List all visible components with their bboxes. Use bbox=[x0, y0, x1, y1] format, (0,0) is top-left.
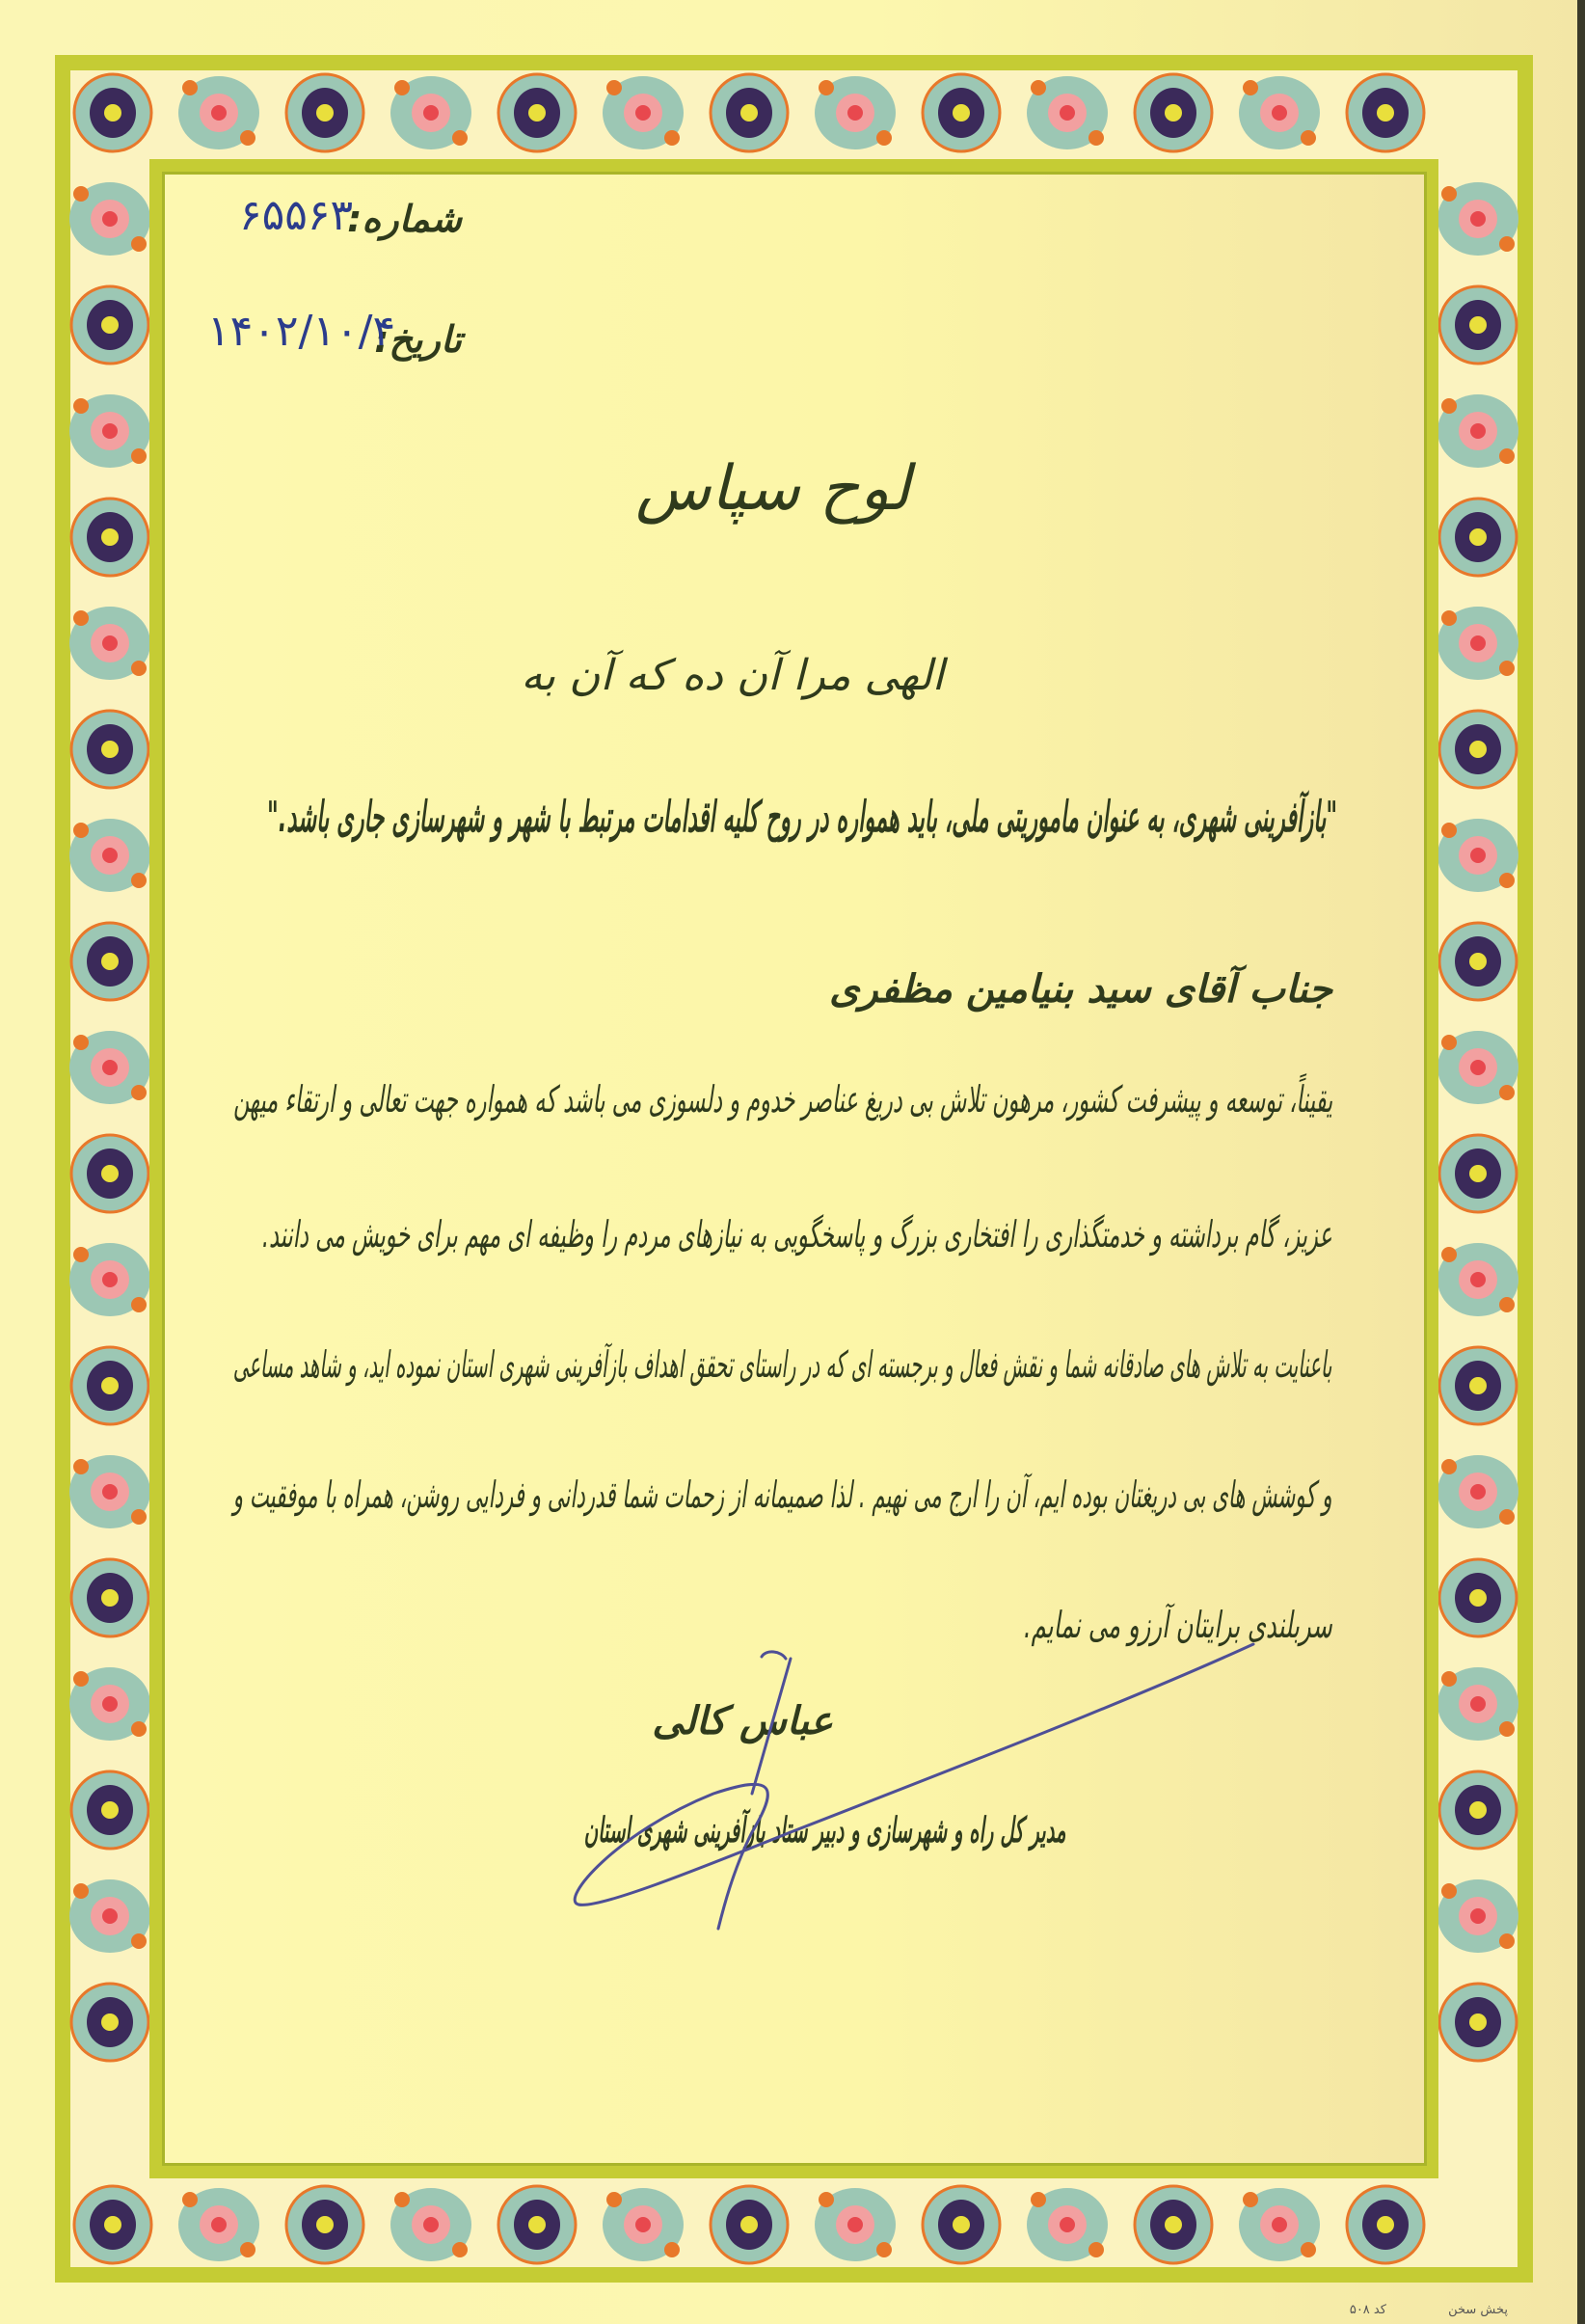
footer bbox=[1292, 2303, 1508, 2317]
medallion-purple bbox=[71, 1559, 148, 1636]
medallion-flower bbox=[1027, 76, 1108, 149]
medallion-flower bbox=[178, 76, 259, 149]
medallion-purple bbox=[71, 923, 148, 1000]
medallion-purple bbox=[1347, 2186, 1424, 2263]
medallion-flower bbox=[390, 2188, 471, 2261]
medallion-purple bbox=[498, 2186, 576, 2263]
medallion-purple bbox=[1439, 499, 1517, 576]
medallion-purple bbox=[1439, 286, 1517, 364]
date-label: تاریخ: bbox=[374, 318, 462, 361]
recipient-name: جناب آقای سید بنیامین مظفری bbox=[829, 967, 1332, 1012]
medallion-flower bbox=[69, 1879, 150, 1953]
invocation: الهی مرا آن ده که آن به bbox=[521, 651, 944, 700]
body-line: و کوشش های بی دریغتان بوده ایم، آن را ارج می نهیم . لذا صمیمانه از زحمات شما قدردانی و فردایی روشن، همراه با موفقیت و bbox=[233, 1473, 1332, 1516]
medallion-purple bbox=[71, 711, 148, 788]
medallion-purple bbox=[71, 1771, 148, 1849]
medallion-flower bbox=[1437, 1243, 1518, 1316]
number-value: ۶۵۵۶۳ bbox=[239, 191, 354, 240]
signature bbox=[559, 1639, 1292, 1948]
body-line: عزیز، گام برداشته و خدمتگذاری را افتخاری بزرگ و پاسخگویی به نیازهای مردم را وظیفه ای مهم برای خویش می دانند. bbox=[262, 1213, 1332, 1256]
medallion-flower bbox=[1437, 1455, 1518, 1528]
medallion-purple bbox=[1135, 2186, 1212, 2263]
medallion-flower bbox=[1027, 2188, 1108, 2261]
medallion-flower bbox=[815, 2188, 896, 2261]
medallion-purple bbox=[1439, 1984, 1517, 2061]
date-value: ۱۴۰۲/۱۰/۴ bbox=[207, 307, 396, 356]
medallion-flower bbox=[1437, 1879, 1518, 1953]
medallion-flower bbox=[69, 607, 150, 680]
medallion-purple bbox=[1439, 1135, 1517, 1212]
medallion-purple bbox=[711, 2186, 788, 2263]
medallion-purple bbox=[1347, 74, 1424, 151]
medallion-flower bbox=[69, 394, 150, 468]
medallion-flower bbox=[603, 76, 684, 149]
medallion-purple bbox=[498, 74, 576, 151]
medallion-flower bbox=[69, 1455, 150, 1528]
signatory-position: مدیر کل راه و شهرسازی و دبیر ستاد بازآفرینی شهری استان bbox=[584, 1811, 1066, 1851]
medallion-flower bbox=[1437, 182, 1518, 256]
medallion-purple bbox=[71, 499, 148, 576]
medallion-flower bbox=[815, 76, 896, 149]
medallion-purple bbox=[1439, 1559, 1517, 1636]
medallion-flower bbox=[178, 2188, 259, 2261]
medallion-flower bbox=[69, 819, 150, 892]
medallion-flower bbox=[69, 182, 150, 256]
medallion-flower bbox=[1239, 2188, 1320, 2261]
medallion-purple bbox=[1135, 74, 1212, 151]
medallion-purple bbox=[1439, 1771, 1517, 1849]
number-label: شماره: bbox=[347, 198, 462, 240]
medallion-flower bbox=[603, 2188, 684, 2261]
medallion-purple bbox=[74, 2186, 151, 2263]
medallion-purple bbox=[71, 286, 148, 364]
medallion-flower bbox=[69, 1243, 150, 1316]
body-line: سربلندی برایتان آرزو می نمایم. bbox=[1024, 1604, 1332, 1646]
medallion-purple bbox=[711, 74, 788, 151]
signatory-name: عباس کالی bbox=[652, 1699, 833, 1743]
certificate-title: لوح سپاس bbox=[635, 453, 910, 525]
medallion-purple bbox=[923, 74, 1000, 151]
medallion-purple bbox=[923, 2186, 1000, 2263]
medallion-purple bbox=[71, 1347, 148, 1424]
medallion-purple bbox=[71, 1984, 148, 2061]
medallion-flower bbox=[69, 1667, 150, 1741]
medallion-flower bbox=[1437, 819, 1518, 892]
scan-edge bbox=[1577, 0, 1585, 2324]
medallion-flower bbox=[1437, 1031, 1518, 1104]
medallion-flower bbox=[1437, 394, 1518, 468]
medallion-purple bbox=[286, 2186, 363, 2263]
body-line: یقیناً، توسعه و پیشرفت کشور، مرهون تلاش بی دریغ عناصر خدوم و دلسوزی می باشد که همواره جهت تعالی و ارتقاء میهن bbox=[232, 1078, 1332, 1121]
medallion-flower bbox=[390, 76, 471, 149]
medallion-purple bbox=[1439, 1347, 1517, 1424]
medallion-flower bbox=[1239, 76, 1320, 149]
medallion-flower bbox=[1437, 607, 1518, 680]
medallion-purple bbox=[71, 1135, 148, 1212]
body-line: باعنایت به تلاش های صادقانه شما و نقش فعال و برجسته ای که در راستای تحقق اهداف بازآفرینی شهری استان نموده اید، و شاهد مساعی bbox=[233, 1343, 1332, 1386]
publisher-label: پخش سخن bbox=[1448, 2303, 1508, 2317]
product-code: کد ۵۰۸ bbox=[1349, 2303, 1386, 2317]
quote: "بازآفرینی شهری، به عنوان ماموریتی ملی، باید همواره در روح کلیه اقدامات مرتبط با شهر و شهرسازی جاری باشد." bbox=[266, 793, 1337, 842]
medallion-purple bbox=[286, 74, 363, 151]
medallion-flower bbox=[69, 1031, 150, 1104]
medallion-flower bbox=[1437, 1667, 1518, 1741]
medallion-purple bbox=[1439, 923, 1517, 1000]
medallion-purple bbox=[74, 74, 151, 151]
medallion-purple bbox=[1439, 711, 1517, 788]
